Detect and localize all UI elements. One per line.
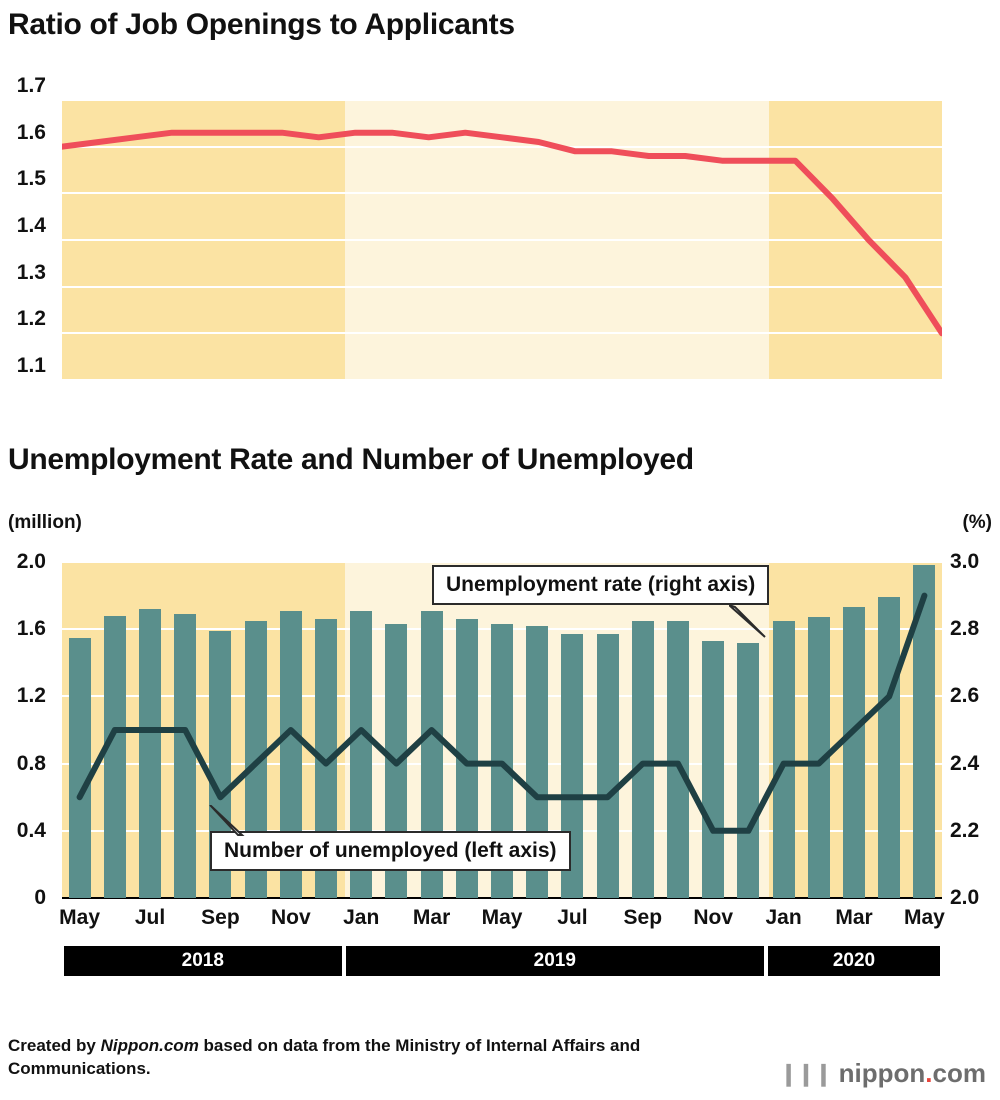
chart2-x-tick: Mar [835, 906, 873, 929]
callout-number-unemployed [210, 831, 571, 871]
callout-rate-pointer [729, 605, 769, 639]
year-band: 2019 [346, 946, 764, 976]
year-band: 2020 [768, 946, 940, 976]
chart2-x-tick: May [481, 906, 523, 929]
nippon-logo[interactable] [779, 1058, 986, 1089]
chart1-y-tick: 1.7 [16, 74, 46, 97]
chart2-title: Unemployment Rate and Number of Unemployed [8, 443, 694, 476]
chart2-x-tick: Sep [201, 906, 240, 929]
chart1-y-tick: 1.5 [16, 167, 46, 191]
source-suffix: based on data from the Ministry of Internal Affairs and Communications. [8, 1036, 641, 1078]
chart1-plot-area [62, 100, 942, 380]
chart2-y-tick-right: 2.0 [950, 886, 980, 909]
source-note [8, 1035, 768, 1081]
chart2-x-tick: Jul [557, 906, 588, 929]
chart2-y-axis-left-labels [0, 548, 54, 918]
chart2-x-tick: Sep [623, 906, 663, 929]
chart1-line-series [62, 100, 942, 380]
chart2-y-tick-right: 2.8 [950, 617, 980, 641]
chart2-x-tick: Jan [343, 906, 380, 929]
chart2-x-tick: Mar [412, 906, 451, 929]
chart2-left-unit: (million) [8, 512, 82, 533]
logo-bars-icon: ❙❙❙ [779, 1060, 832, 1086]
chart2-y-tick-right: 3.0 [950, 550, 980, 573]
callout-rate-label: Unemployment rate (right axis) [446, 573, 756, 596]
chart2-y-tick-left: 1.2 [16, 684, 46, 708]
chart2-y-tick-right: 2.2 [950, 818, 980, 842]
chart2-right-unit: (%) [962, 512, 992, 533]
callout-unemployment-rate [432, 565, 769, 605]
chart2-x-axis-labels [59, 906, 945, 936]
chart2-x-tick: Nov [270, 906, 311, 929]
callout-count-pointer [208, 805, 248, 837]
logo-dot: . [925, 1058, 933, 1088]
source-prefix: Created by [8, 1036, 101, 1055]
chart2-x-tick: Nov [693, 906, 734, 929]
chart1-y-tick: 1.3 [16, 260, 46, 284]
chart2-y-tick-left: 0.8 [16, 751, 46, 775]
chart2-x-tick: Jan [765, 906, 802, 929]
chart2-y-tick-left: 2.0 [16, 550, 46, 573]
year-band: 2018 [64, 946, 342, 976]
chart2-y-tick-left: 0 [34, 886, 46, 909]
chart2-x-tick: May [903, 906, 945, 929]
chart1-title: Ratio of Job Openings to Applicants [8, 8, 515, 41]
logo-com: com [932, 1058, 986, 1088]
chart2-y-tick-left: 0.4 [16, 818, 46, 842]
source-brand: Nippon.com [100, 1036, 199, 1055]
chart2-y-tick-right: 2.4 [950, 751, 980, 775]
chart2-x-tick: May [59, 906, 101, 929]
chart1-y-tick: 1.6 [16, 120, 46, 144]
chart2-y-tick-right: 2.6 [950, 684, 980, 708]
chart1-y-tick: 1.1 [16, 354, 46, 377]
chart1-y-axis-labels [0, 74, 54, 386]
chart2-y-axis-right-labels [946, 548, 1000, 918]
chart2-y-tick-left: 1.6 [16, 617, 46, 641]
chart2-x-tick: Jul [134, 906, 166, 929]
chart1-y-tick: 1.2 [16, 307, 46, 331]
callout-count-label: Number of unemployed (left axis) [224, 839, 557, 862]
chart1-y-tick: 1.4 [16, 214, 46, 237]
logo-name: nippon [838, 1058, 926, 1088]
